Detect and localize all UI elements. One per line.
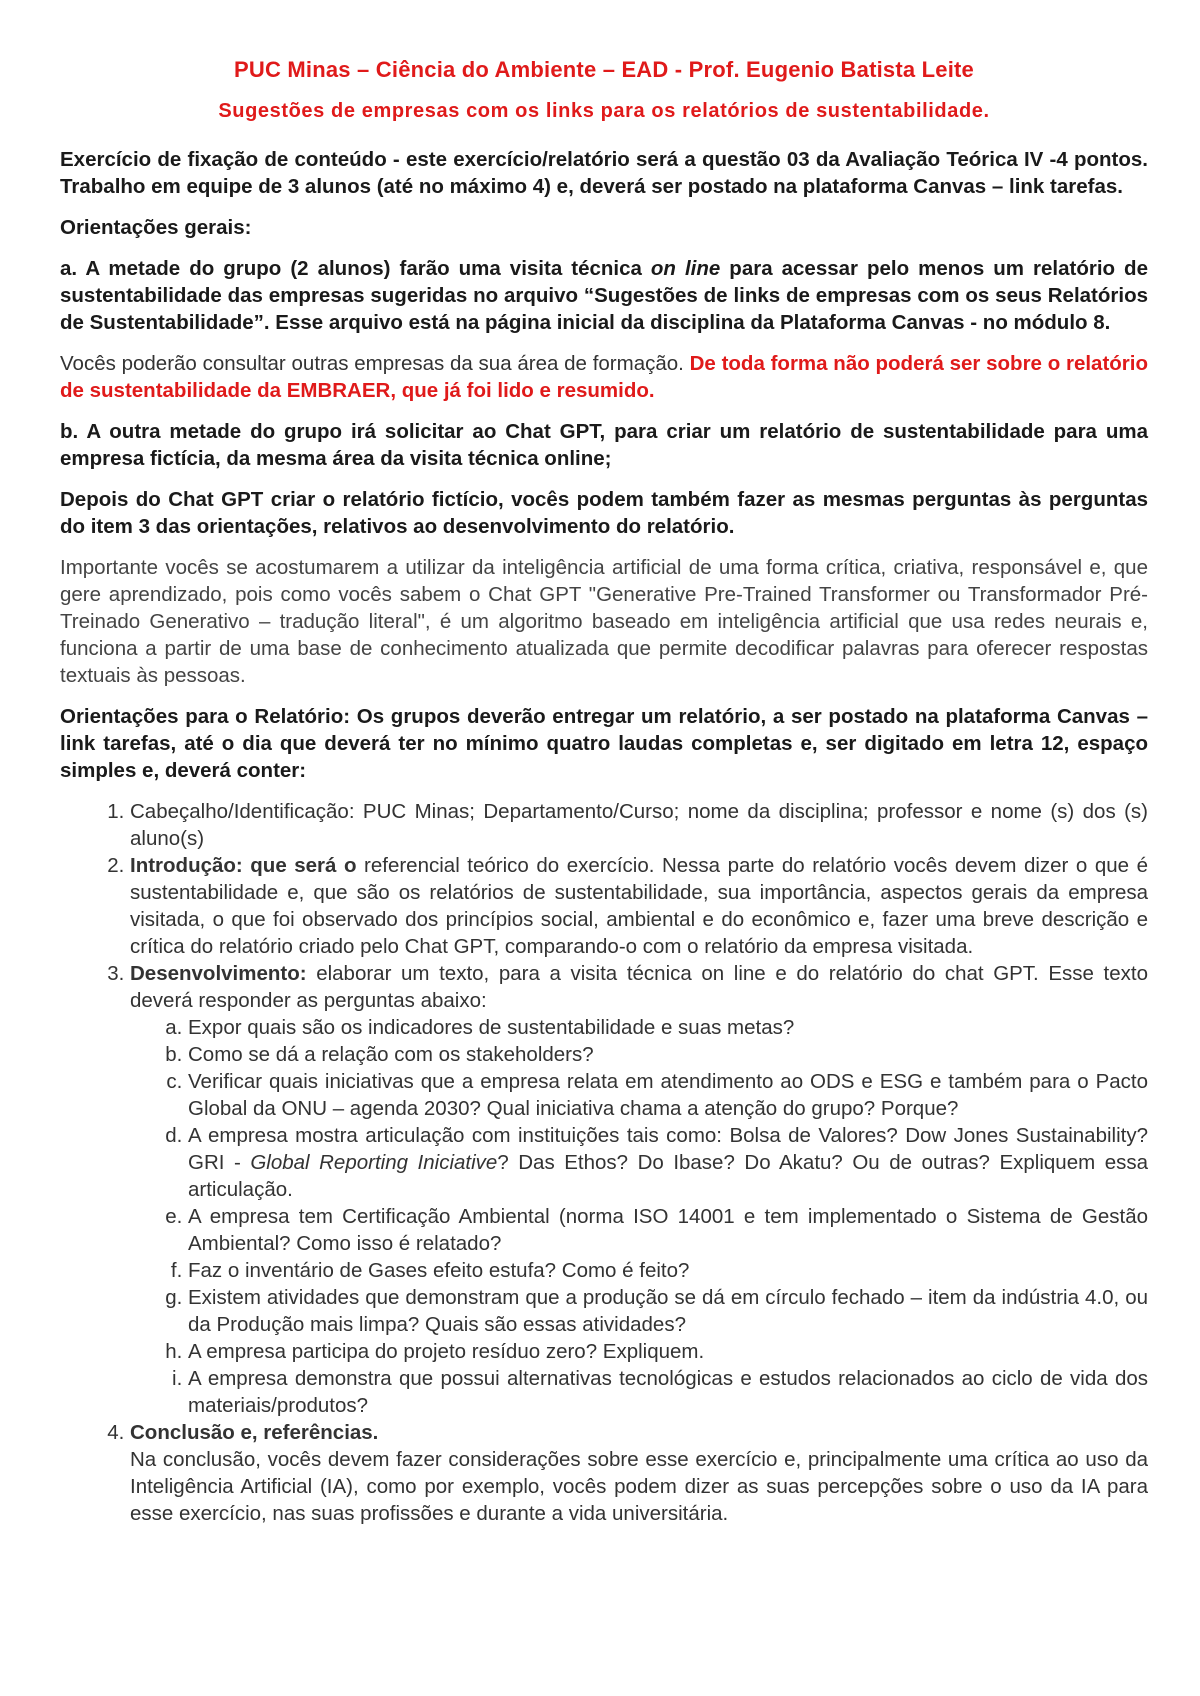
list-item-introduction: [130, 852, 1148, 960]
question-h: h. A empresa participa do projeto resíduo zero? Expliquem.: [188, 1338, 1148, 1365]
question-d: [188, 1122, 1148, 1203]
question-g: g. Existem atividades que demonstram que a produção se dá em círculo fechado – item da indústria 4.0, ou da Produção mais limpa? Quais são essas atividades?: [188, 1284, 1148, 1338]
question-c: c. Verificar quais iniciativas que a empresa relata em atendimento ao ODS e ESG e também para o Pacto Global da ONU – agenda 2030? Qual iniciativa chama a atenção do grupo? Porque?: [188, 1068, 1148, 1122]
item-a-text-2: para acessar pelo menos um relatório de sustentabilidade das empresas sugeridas no arquivo “Sugestões de links de empresas com os seus Relatórios de Sustentabilidade”. Esse arquivo está na página inicial da disciplina da Plataforma Canvas - no módulo 8.: [60, 257, 1148, 334]
question-d-italic: Global Reporting Iniciative: [250, 1151, 498, 1174]
page-title: PUC Minas – Ciência do Ambiente – EAD - Prof. Eugenio Batista Leite: [234, 57, 974, 82]
after-chatgpt-paragraph: Depois do Chat GPT criar o relatório fictício, vocês podem também fazer as mesmas perguntas às perguntas do item 3 das orientações, relativos ao desenvolvimento do relatório.: [60, 488, 1148, 538]
item-a-text-1: a. A metade do grupo (2 alunos) farão uma visita técnica: [60, 257, 651, 280]
exercise-paragraph: Exercício de fixação de conteúdo - este exercício/relatório será a questão 03 da Avaliação Teórica IV -4 pontos. Trabalho em equipe de 3 alunos (até no máximo 4) e, deverá ser postado na plataforma Canvas – link tarefas.: [60, 148, 1148, 198]
list-item-development: [130, 960, 1148, 1419]
question-i: i. A empresa demonstra que possui alternativas tecnológicas e estudos relacionados ao ciclo de vida dos materiais/produtos?: [188, 1365, 1148, 1419]
question-d-text-2: ? Das Ethos? Do Ibase? Do Akatu? Ou de outras? Expliquem essa articulação.: [188, 1151, 1149, 1201]
development-text: elaborar um texto, para a visita técnica on line e do relatório do chat GPT. Esse texto deverá responder as perguntas abaixo:: [130, 962, 1148, 1012]
report-contents-list: [60, 798, 1148, 1527]
question-b: b. Como se dá a relação com os stakeholders?: [188, 1041, 1148, 1068]
development-label: Desenvolvimento:: [130, 962, 307, 985]
list-item-header: 1. Cabeçalho/Identificação: PUC Minas; Departamento/Curso; nome da disciplina; professor e nome (s) dos (s) aluno(s): [130, 798, 1148, 852]
question-a: a. Expor quais são os indicadores de sustentabilidade e suas metas?: [188, 1014, 1148, 1041]
introduction-label: Introdução: que será o: [130, 854, 357, 877]
important-paragraph: Importante vocês se acostumarem a utilizar da inteligência artificial de uma forma crítica, criativa, responsável e, que gere aprendizado, pois como vocês sabem o Chat GPT "Generative Pre-Trained Transformer ou Transformador Pré-Treinado Generativo – tradução literal", é um algoritmo baseado em inteligência artificial que usa redes neurais e, funciona a partir de uma base de conhecimento atualizada que permite decodificar palavras para oferecer respostas textuais às pessoas.: [60, 556, 1148, 687]
introduction-text: referencial teórico do exercício. Nessa parte do relatório vocês devem dizer o que é sustentabilidade e, que são os relatórios de sustentabilidade, sua importância, aspectos gerais da empresa visitada, o que foi observado dos princípios social, ambiental e do econômico e, fazer uma breve descrição e crítica do relatório criado pelo Chat GPT, comparando-o com o relatório da empresa visitada.: [130, 854, 1148, 958]
list-item-conclusion: [130, 1419, 1148, 1527]
question-f: f. Faz o inventário de Gases efeito estufa? Como é feito?: [188, 1257, 1148, 1284]
conclusion-text: Na conclusão, vocês devem fazer considerações sobre esse exercício e, principalmente uma crítica ao uso da Inteligência Artificial (IA), como por exemplo, vocês podem dizer as suas percepções sobre o uso da IA para esse exercício, nas suas profissões e durante a vida universitária.: [130, 1448, 1148, 1525]
development-questions: [130, 1014, 1148, 1419]
consult-text: Vocês poderão consultar outras empresas da sua área de formação.: [60, 352, 690, 375]
report-guidelines-paragraph: Orientações para o Relatório: Os grupos deverão entregar um relatório, a ser postado na plataforma Canvas – link tarefas, até o dia que deverá ter no mínimo quatro laudas completas e, ser digitado em letra 12, espaço simples e, deverá conter:: [60, 705, 1148, 782]
item-a-paragraph: [60, 255, 1148, 336]
item-a-italic: on line: [650, 257, 721, 280]
general-guidelines-heading: Orientações gerais:: [60, 216, 252, 239]
conclusion-label: Conclusão e, referências.: [130, 1421, 379, 1444]
embraer-warning: De toda forma não poderá ser sobre o relatório de sustentabilidade da EMBRAER, que já foi lido e resumido.: [60, 352, 1148, 402]
item-b-paragraph: b. A outra metade do grupo irá solicitar ao Chat GPT, para criar um relatório de sustentabilidade para uma empresa fictícia, da mesma área da visita técnica online;: [60, 420, 1148, 470]
page-subtitle: Sugestões de empresas com os links para os relatórios de sustentabilidade.: [218, 100, 990, 122]
question-d-text-1: A empresa mostra articulação com instituições tais como: Bolsa de Valores? Dow Jones Sustainability? GRI -: [188, 1124, 1148, 1174]
consult-paragraph: [60, 350, 1148, 404]
question-e: e. A empresa tem Certificação Ambiental (norma ISO 14001 e tem implementado o Sistema de Gestão Ambiental? Como isso é relatado?: [188, 1203, 1148, 1257]
